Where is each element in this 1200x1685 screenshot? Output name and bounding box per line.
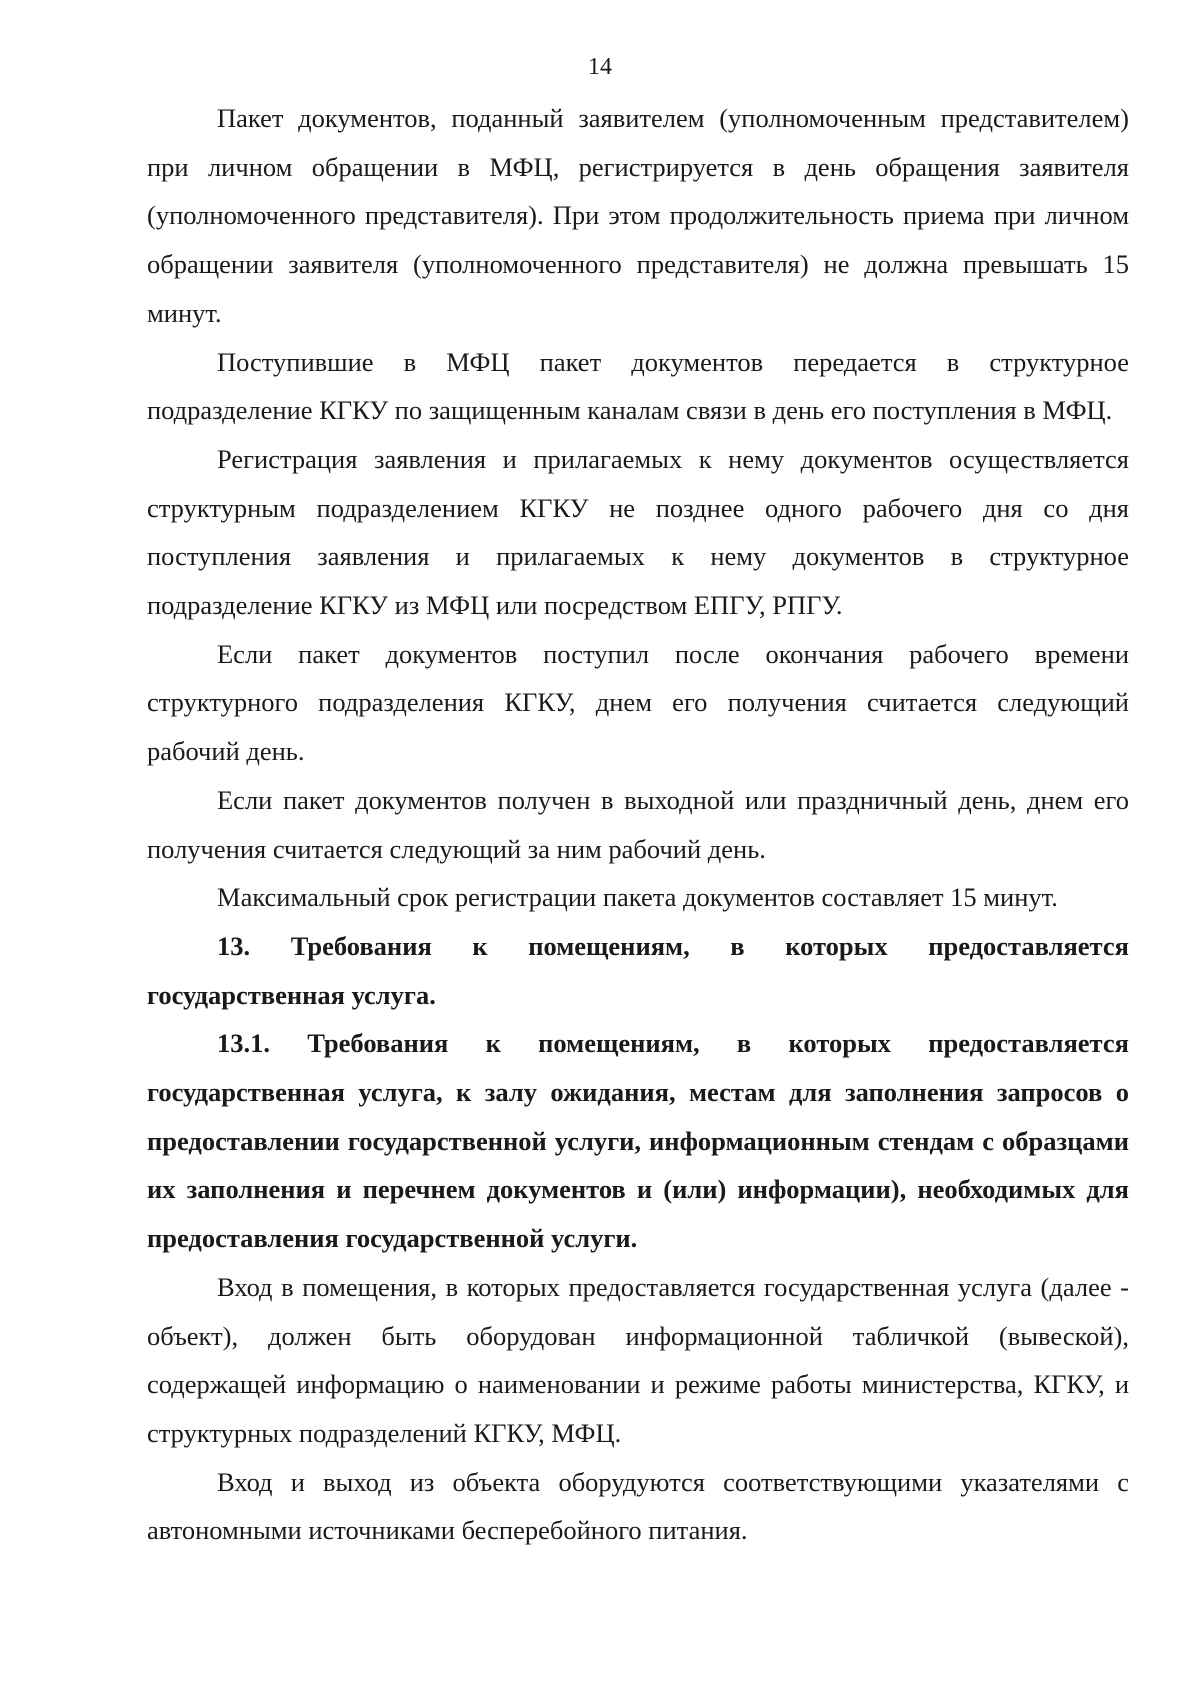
- paragraph-registration-deadline: Регистрация заявления и прилагаемых к нему документов осуществляется структурным подразделением КГКУ не позднее одного рабочего дня со дня поступления заявления и прилагаемых к нему документов в структурное подразделение КГКУ из МФЦ или посредством ЕПГУ, РПГУ.: [147, 443, 1129, 621]
- document-body: [147, 94, 1129, 1555]
- section-heading-13-1: 13.1. Требования к помещениям, в которых предоставляется государственная услуга, к залу ожидания, местам для заполнения запросов о предоставлении государственной услуги, информационным стендам с образцами их заполнения и перечнем документов и (или) информации), необходимых для предоставления государственной услуги.: [147, 1028, 1129, 1254]
- paragraph-entrance-signage: Вход в помещения, в которых предоставляется государственная услуга (далее - объект), должен быть оборудован информационной табличкой (вывеской), содержащей информацию о наименовании и режиме работы министерства, КГКУ, и структурных подразделений КГКУ, МФЦ.: [147, 1271, 1129, 1448]
- paragraph-holiday-receipt: Если пакет документов получен в выходной или праздничный день, днем его получения считается следующий за ним рабочий день.: [147, 784, 1129, 864]
- paragraph-max-registration-time: Максимальный срок регистрации пакета документов составляет 15 минут.: [217, 882, 1058, 913]
- paragraph-entrance-exit-indicators: Вход и выход из объекта оборудуются соответствующими указателями с автономными источниками бесперебойного питания.: [147, 1466, 1129, 1546]
- section-heading-13: 13. Требования к помещениям, в которых предоставляется государственная услуга.: [147, 930, 1129, 1010]
- paragraph-transfer-to-kgku: Поступившие в МФЦ пакет документов передается в структурное подразделение КГКУ по защищенным каналам связи в день его поступления в МФЦ.: [147, 346, 1129, 426]
- page-number: 14: [588, 54, 612, 80]
- paragraph-document-registration-at-mfc: Пакет документов, поданный заявителем (уполномоченным представителем) при личном обращении в МФЦ, регистрируется в день обращения заявителя (уполномоченного представителя). При этом продолжительность приема при личном обращении заявителя (уполномоченного представителя) не должна превышать 15 минут.: [147, 103, 1129, 328]
- paragraph-after-hours-receipt: Если пакет документов поступил после окончания рабочего времени структурного подразделения КГКУ, днем его получения считается следующий рабочий день.: [147, 638, 1129, 767]
